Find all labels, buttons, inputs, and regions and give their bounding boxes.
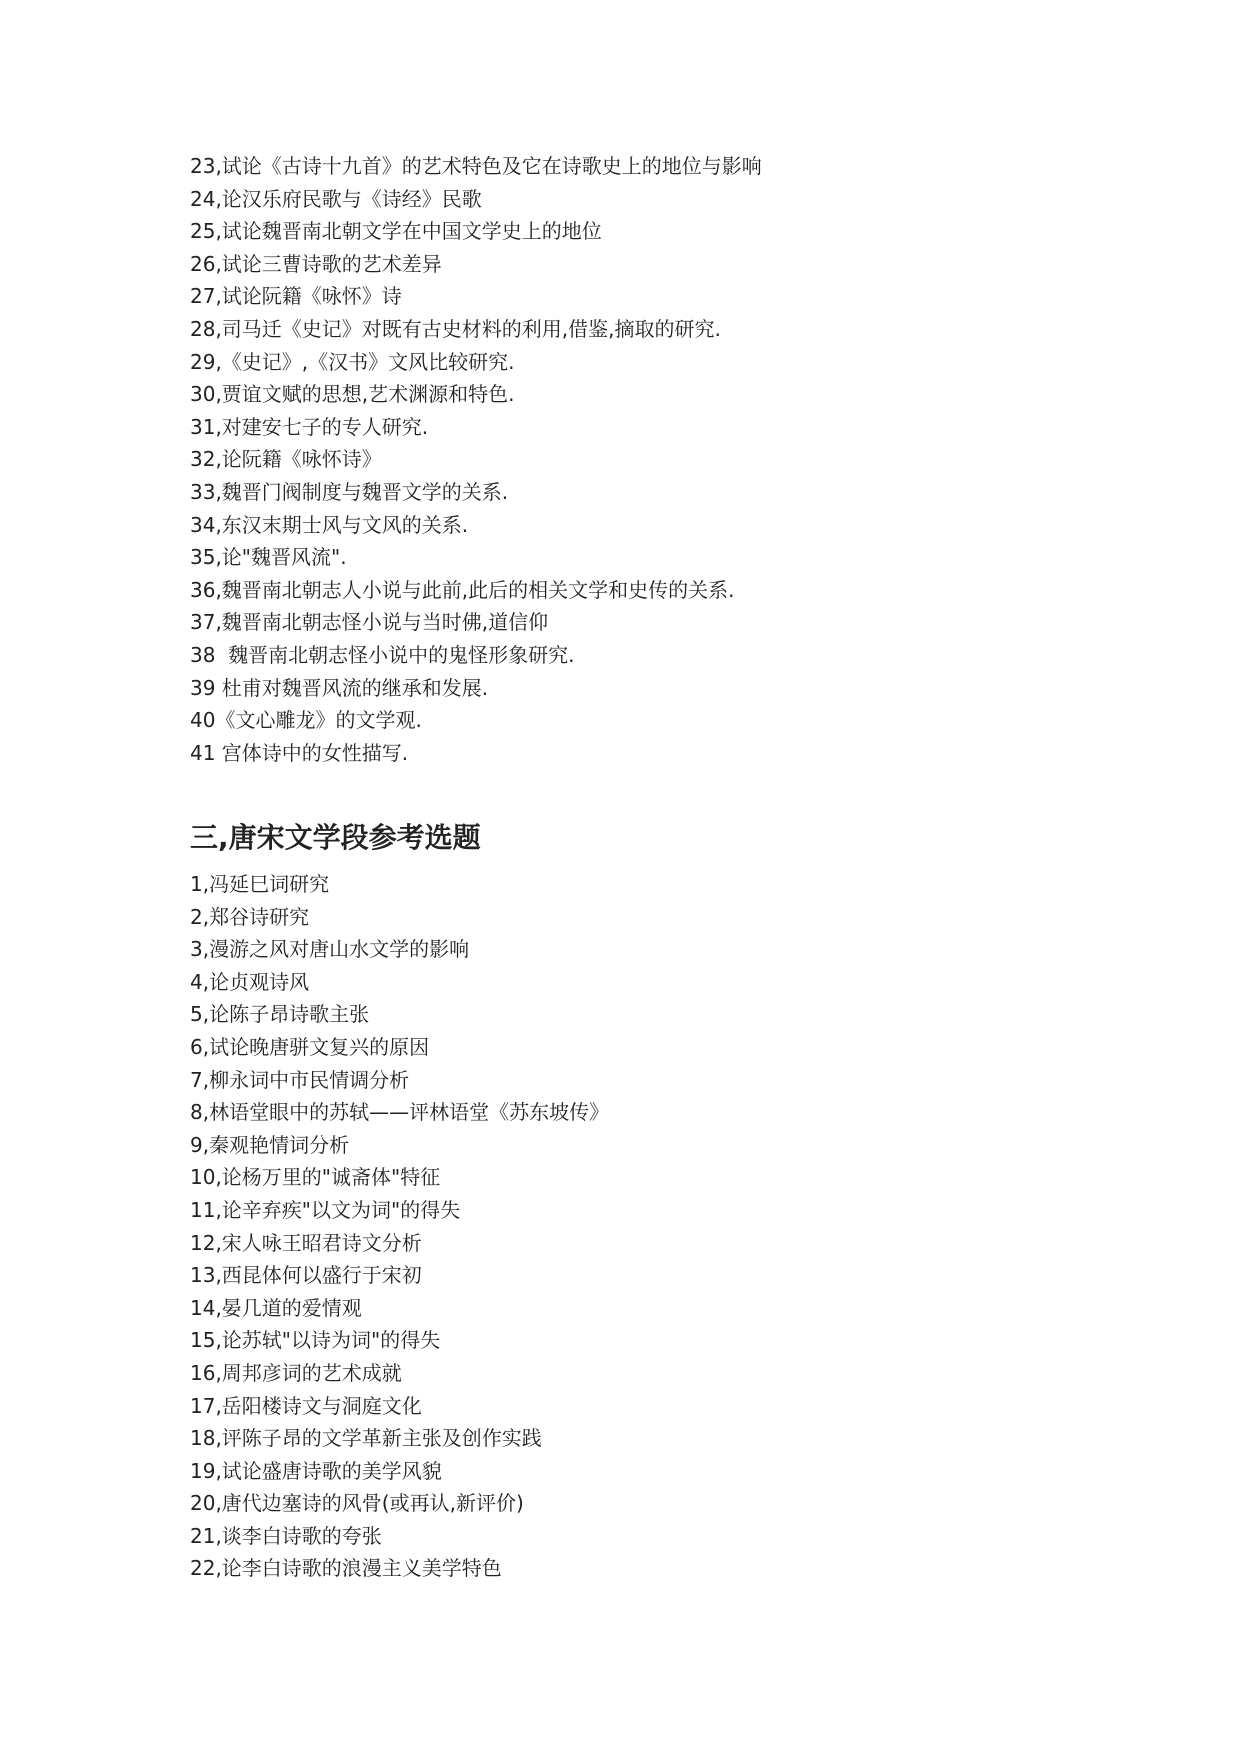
list-item: 9,秦观艳情词分析	[190, 1132, 350, 1157]
list-item: 30,贾谊文赋的思想,艺术渊源和特色.	[190, 382, 515, 407]
list-item: 18,评陈子昂的文学革新主张及创作实践	[190, 1426, 542, 1451]
list-item: 40《文心雕龙》的文学观.	[190, 708, 422, 733]
list-item: 4,论贞观诗风	[190, 969, 310, 994]
list-item: 7,柳永词中市民情调分析	[190, 1067, 410, 1092]
list-item: 39 杜甫对魏晋风流的继承和发展.	[190, 675, 489, 700]
list-item: 8,林语堂眼中的苏轼——评林语堂《苏东坡传》	[190, 1100, 610, 1125]
list-item: 2,郑谷诗研究	[190, 904, 310, 929]
list-item: 22,论李白诗歌的浪漫主义美学特色	[190, 1556, 502, 1581]
list-item: 27,试论阮籍《咏怀》诗	[190, 284, 402, 309]
section-heading-tang-song: 三,唐宋文学段参考选题	[190, 821, 481, 854]
list-item: 5,论陈子昂诗歌主张	[190, 1002, 370, 1027]
topic-list-tang-song	[190, 868, 609, 1585]
list-item: 11,论辛弃疾"以文为词"的得失	[190, 1197, 461, 1222]
list-item: 24,论汉乐府民歌与《诗经》民歌	[190, 186, 482, 211]
list-item: 28,司马迁《史记》对既有古史材料的利用,借鉴,摘取的研究.	[190, 316, 721, 341]
list-item: 26,试论三曹诗歌的艺术差异	[190, 251, 442, 276]
list-item: 25,试论魏晋南北朝文学在中国文学史上的地位	[190, 219, 602, 244]
list-item: 23,试论《古诗十九首》的艺术特色及它在诗歌史上的地位与影响	[190, 154, 762, 178]
list-item: 36,魏晋南北朝志人小说与此前,此后的相关文学和史传的关系.	[190, 577, 735, 602]
list-item: 35,论"魏晋风流".	[190, 545, 347, 570]
list-item: 38 魏晋南北朝志怪小说中的鬼怪形象研究.	[190, 642, 575, 667]
list-item: 10,论杨万里的"诚斋体"特征	[190, 1165, 441, 1190]
list-item: 17,岳阳楼诗文与洞庭文化	[190, 1393, 422, 1418]
list-item: 1,冯延巳词研究	[190, 872, 330, 896]
list-item: 12,宋人咏王昭君诗文分析	[190, 1230, 422, 1255]
list-item: 34,东汉末期士风与文风的关系.	[190, 512, 469, 537]
list-item: 37,魏晋南北朝志怪小说与当时佛,道信仰	[190, 610, 549, 635]
topic-list-part-two	[190, 150, 762, 769]
list-item: 6,试论晚唐骈文复兴的原因	[190, 1034, 430, 1059]
list-item: 16,周邦彦词的艺术成就	[190, 1360, 402, 1385]
list-item: 20,唐代边塞诗的风骨(或再认,新评价)	[190, 1491, 524, 1516]
list-item: 15,论苏轼"以诗为词"的得失	[190, 1328, 441, 1353]
list-item: 32,论阮籍《咏怀诗》	[190, 447, 382, 472]
list-item: 19,试论盛唐诗歌的美学风貌	[190, 1458, 442, 1483]
list-item: 33,魏晋门阀制度与魏晋文学的关系.	[190, 479, 509, 504]
list-item: 3,漫游之风对唐山水文学的影响	[190, 937, 470, 962]
list-item: 29,《史记》,《汉书》文风比较研究.	[190, 349, 515, 374]
list-item: 13,西昆体何以盛行于宋初	[190, 1263, 422, 1288]
list-item: 14,晏几道的爱情观	[190, 1295, 362, 1320]
list-item: 21,谈李白诗歌的夸张	[190, 1523, 382, 1548]
list-item: 31,对建安七子的专人研究.	[190, 414, 429, 439]
list-item: 41 宫体诗中的女性描写.	[190, 740, 409, 765]
